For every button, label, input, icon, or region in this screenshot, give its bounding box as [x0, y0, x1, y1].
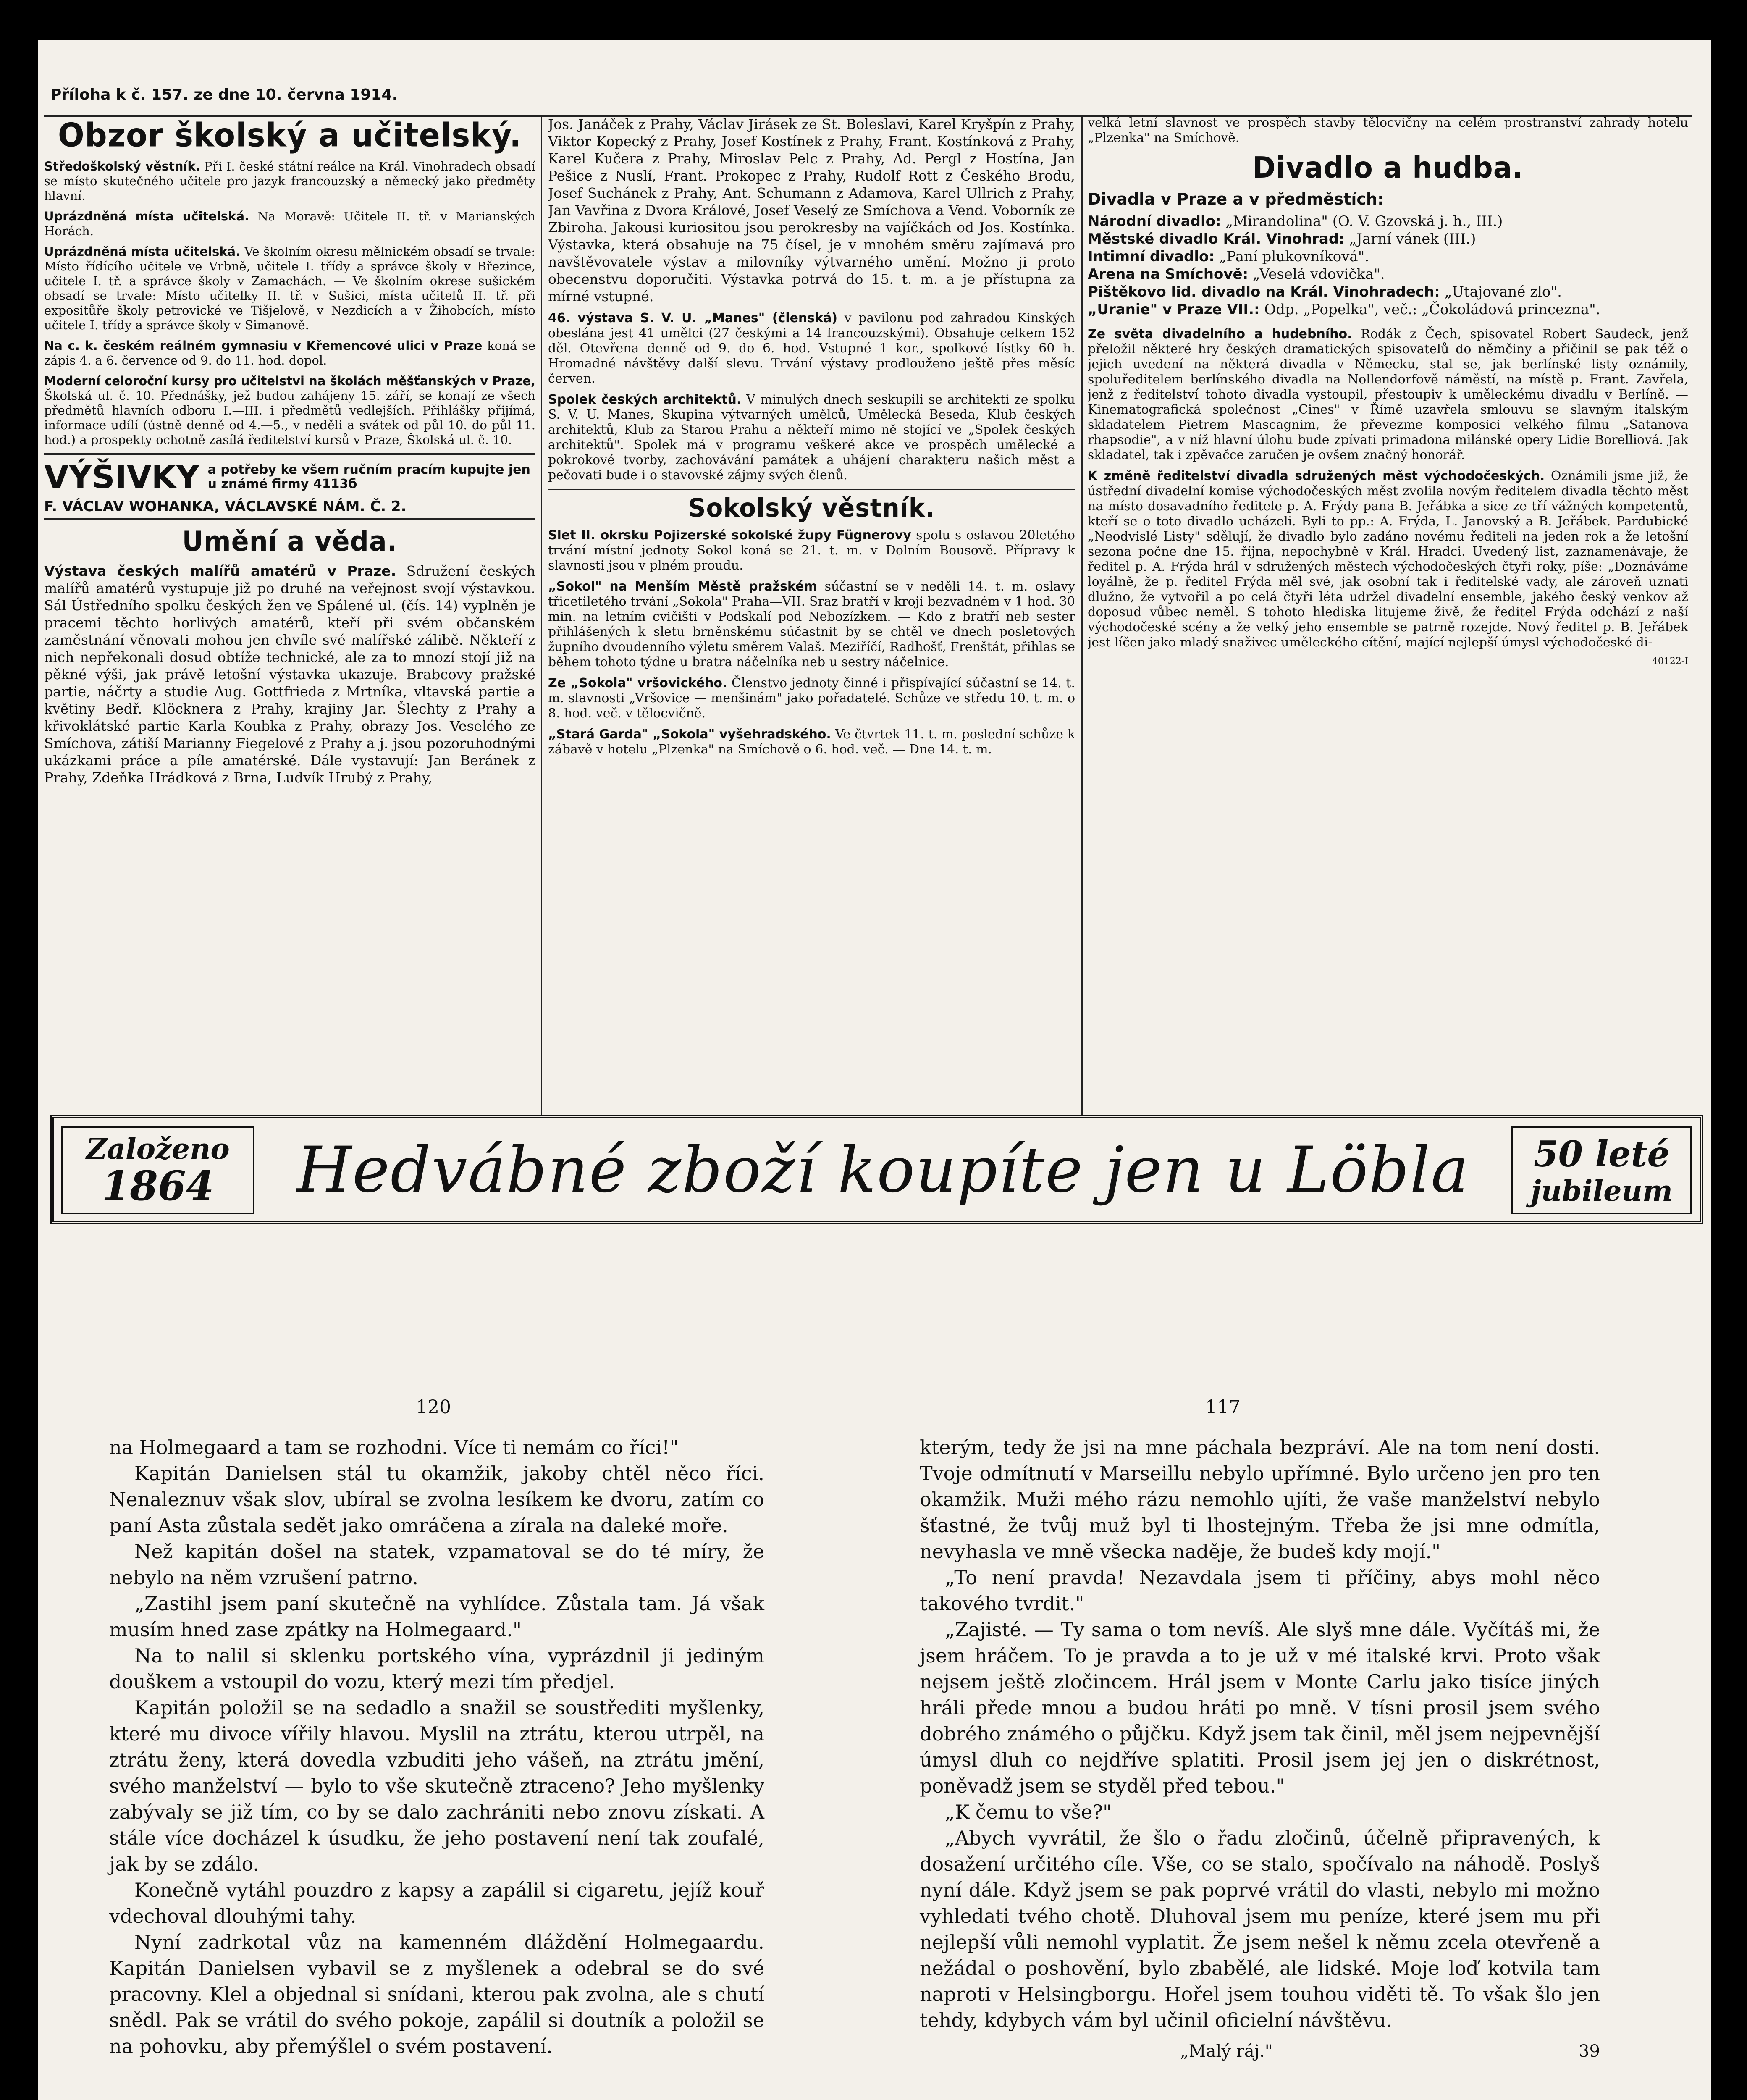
paragraph: Na to nalil si sklenku portského vína, vyprázdnil ji jediným douškem a vstoupil do vozu, který mezi tím předjel. — [109, 1644, 764, 1693]
section-title-art: Umění a věda. — [182, 525, 398, 557]
paragraph: Konečně vytáhl pouzdro z kapsy a zapálil si cigaretu, jejíž kouř vdechoval dlouhými tahy. — [109, 1879, 764, 1927]
theatre-listing: „Uranie" v Praze VII.: Odp. „Popelka", več.: „Čokoládová princezna". — [1088, 301, 1600, 318]
banner-slogan: Hedvábné zboží koupíte jen u Löbla — [296, 1133, 1469, 1207]
page-number: 120 — [416, 1396, 451, 1418]
article: Středoškolský věstník. Při I. české státní reálce na Král. Vinohradech obsadí se místo skutečného učitele pro jazyk francouzský a německý jako předměty hlavní. — [44, 159, 535, 203]
paragraph: Než kapitán došel na statek, vzpamatoval se do té míry, že nebylo na něm vzrušení patrno. — [109, 1540, 764, 1589]
advert-vysivky — [44, 453, 535, 520]
theatre-listing: Intimní divadlo: „Paní plukovníková". — [1088, 248, 1369, 265]
column-rule — [1081, 116, 1083, 1144]
theatre-listing: Pištěkovo lid. divadlo na Král. Vinohradech: „Utajované zlo". — [1088, 284, 1562, 300]
article: „Stará Garda" „Sokola" vyšehradského. Ve čtvrtek 11. t. m. poslední schůze k zábavě v hotelu „Plzenka" na Smíchově o 6. hod. več. — Dne 14. t. m. — [548, 727, 1075, 757]
newspaper-top — [38, 40, 1711, 1210]
article: Slet II. okrsku Pojizerské sokolské župy Fügnerovy spolu s oslavou 20letého trvání místní jednoty Sokol koná se 21. t. m. v Dolním Bousově. Přípravy k slavnosti jsou v plném proudu. — [548, 528, 1075, 573]
running-title: „Malý ráj." — [1180, 2042, 1273, 2061]
article: Spolek českých architektů. V minulých dnech seskupili se architekti ze spolku S. V. U. Manes, Skupina výtvarných umělců, Umělecká Beseda, Klub českých architektů, Klub za Starou Prahu a někteří mimo ně stojící ve „Spolek českých architektů". Spolek má v programu veškeré akce ve prospěch umělecké a pokrokové tvorby, zachovávání památek a uhájení charakteru našich měst a pečovati bude i o stavovské zájmy svých členů. — [548, 392, 1075, 483]
print-code: 40122-I — [1652, 656, 1688, 667]
column-1 — [44, 116, 535, 1140]
article: velká letní slavnost ve prospěch stavby tělocvičny na celém prostranství zahrady hotelu „Plzenka" na Smíchově. — [1088, 116, 1688, 145]
paragraph: „Zastihl jsem paní skutečně na vyhlídce. Zůstala tam. Já však musím hned zase zpátky na Holmegaard." — [109, 1592, 764, 1641]
advert-address: F. VÁCLAV WOHANKA, VÁCLAVSKÉ NÁM. Č. 2. — [44, 498, 407, 515]
section-title-sokol: Sokolský věstník. — [688, 493, 935, 523]
article: Na c. k. českém reálném gymnasiu v Křemencové ulici v Praze koná se zápis 4. a 6. července od 9. do 11. hod. dopol. — [44, 339, 535, 368]
paragraph: kterým, tedy že jsi na mne páchala bezpráví. Ale na tom není dosti. Tvoje odmítnutí v Marseillu nebylo upřímné. Bylo určeno jen pro ten okamžik. Muži mého rázu nemohlo ujíti, že vaše manželství nebylo šťastné, že tvůj muž byl ti lhostejným. Třeba že jsi mne odmítla, nevyhasla ve mně všecka naděje, že budeš kdy mojí." — [920, 1436, 1600, 1563]
article: Jos. Janáček z Prahy, Václav Jirásek ze St. Boleslavi, Karel Kryšpín z Prahy, Viktor Kopecký z Prahy, Josef Kostínek z Prahy, Frant. Kostínková z Prahy, Karel Kučera z Prahy, Miroslav Pelc z Prahy, Ad. Pergl z Hostína, Jan Pešice z Nuslí, Frant. Prokopec z Prahy, Rudolf Rott z Českého Brodu, Josef Suchánek z Prahy, Ant. Schumann z Adamova, Karel Ullrich z Prahy, Jan Vavřina z Dvora Králové, Josef Veselý ze Smíchova a Vend. Voborník ze Zbiroha. Jakousi kuriositou jsou perokresby na vajíčkách od Jos. Kostínka. Výstavka, která obsahuje na 75 čísel, je v mnohém směru zajímavá pro navštěvovatele výstav a milovníky výtvarného umění. Možno ji proto obecenstvu doporučiti. Výstavka potrvá do 15. t. m. a je přístupna za mírné vstupné. — [548, 116, 1075, 304]
page-footer — [920, 2042, 1600, 2071]
column-2 — [548, 116, 1075, 1140]
article: Výstava českých malířů amatérů v Praze. Sdružení českých malířů amatérů vystupuje již po druhé na veřejnost svojí výstavkou. Sál Ústředního spolku českých žen ve Spálené ul. (čís. 14) vyplněn je pracemi těchto horlivých amatérů, kteří při svém občanském zaměstnání věnovati mohou jen chvíle své malířské zálibě. Někteří z nich nepřekonali dosud obtíže technické, ale za to mnozí stojí již na pěkné výši, jak právě letošní výstavka ukazuje. Brabcovy pražské partie, náčrty a studie Aug. Gottfrieda z Mrtníka, vltavská partie a květiny Bedř. Klöcknera z Prahy, krajiny Jar. Šlechty z Prahy a křivoklátské partie Karla Koubka z Prahy, obrazy Jos. Veselého ze Smíchova, zátiší Marianny Fiegelové z Prahy a j. jsou pozoruhodnými ukázkami práce a píle amatérské. Dále vystavují: Jan Beránek z Prahy, Zdeňka Hrádková z Brna, Ludvík Hrubý z Prahy, — [44, 563, 535, 786]
paragraph: Nyní zadrkotal vůz na kamenném dláždění Holmegaardu. Kapitán Danielsen vybavil se z myšlenek a odebral se do své pracovny. Klel a objednal si snídani, kterou pak zvolna, ale s chutí snědl. Pak se vrátil do svého pokoje, zapálil si doutník a položil se na pohovku, aby přemýšlel o svém postavení. — [109, 1931, 764, 2058]
founded-box — [61, 1126, 254, 1214]
article: K změně ředitelství divadla sdružených měst východočeských. Oznámili jsme již, že ústřední divadelní komise východočeských měst zvolila novým ředitelem divadla těchto měst na místo dosavadního ředitele p. A. Frýdy pana B. Jeřábka a sice ze tří vážných kompetentů, kteří se o toto divadlo ucházeli. Byli to pp.: A. Frýda, L. Janovský a B. Jeřábek. Pardubické „Neodvislé Listy" sdělují, že divadlo bylo zadáno novému řediteli na jeden rok a že letošní sezona počne dne 15. října, nepochybně v Král. Hradci. Uvedený list, zaznamenávaje, že ředitel p. A. Frýda hrál v sdružených městech východočeských čtyři roky, píše: „Doznáváme loyálně, že p. ředitel Frýda měl své, jak osobní tak i ředitelské vady, ale zároveň uznati dlužno, že vytvořil a po celá čtyři léta udržel divadelní ensemble, jakého český venkov až doposud vůbec neměl. S tohoto hlediska litujeme živě, že ředitel Frýda odchází z naší východočeské scény a že velký jeho ensemble se patrně rozejde. Nový ředitel p. B. Jeřábek jest líčen jako mladý snaživec uměleckého cítění, mající nejlepší úmysl východočeské di- — [1088, 469, 1688, 650]
jubilee-years: 50 leté — [1534, 1133, 1670, 1175]
founded-label: Založeno — [86, 1132, 230, 1166]
theatre-listing: Arena na Smíchově: „Veselá vdovička". — [1088, 266, 1385, 283]
issue-header: Příloha k č. 157. ze dne 10. června 1914. — [50, 86, 398, 103]
section-title-school: Obzor školský a učitelský. — [58, 116, 522, 155]
article: Ze světa divadelního a hudebního. Rodák z Čech, spisovatel Robert Saudeck, jenž přeložil některé hry českých dramatických spisovatelů do němčiny a přičinil se pak též o jejich uvedení na některá divadla v Německu, stal se, jak berlínské listy oznámily, spoluředitelem berlínského divadla na Nollendorfově náměstí, na místě p. Frant. Zavřela, jenž z ředitelství tohoto divadla vystoupil, přestoupiv k uměleckému divadlu v Berlíně. — Kinematografická společnost „Cines" v Římě uzavřela smlouvu se slavným italským skladatelem Pietrem Mascagnim, že převezme komposici velkého filmu „Satanova rhapsodie", a v níž hlavní úlohu bude zpívati primadona milánské opery Lidie Borelliová. Jak skladatel, tak i zpěvačce zaručen je ovšem značný honorář. — [1088, 327, 1688, 462]
theatre-subtitle: Divadla v Praze a v předměstích: — [1088, 190, 1384, 208]
theatre-listing: Národní divadlo: „Mirandolina" (O. V. Gzovská j. h., III.) — [1088, 213, 1503, 230]
article: „Sokol" na Menším Městě pražském súčastní se v neděli 14. t. m. oslavy třicetiletého trvání „Sokola" Praha—VII. Sraz bratří v kroji bezvadném v 1 hod. 30 min. na letním cvičišti v Podskalí pod Nebozízkem. — Kdo z bratří neb sester přihlášených k sletu brněnskému súčastnit by se chtěl ve dnech posletových župního dvoudenního výletu směrem Valaš. Meziříčí, Radhošť, Frenštát, přihlas se během tohoto týdne u bratra náčelníka neb u sestry náčelnice. — [548, 579, 1075, 669]
advert-text: a potřeby ke všem ručním pracím kupujte jen u známé firmy 4113б — [207, 462, 530, 491]
column-3 — [1088, 116, 1688, 1140]
article: Ze „Sokola" vršovického. Členstvo jednoty činné i přispívající súčastní se 14. t. m. slavnosti „Vršovice — menšinám" jako pořadatelé. Schůze ve středu 10. t. m. o 8. hod. več. v tělocvičně. — [548, 676, 1075, 721]
paragraph: „To není pravda! Nezavdala jsem ti příčiny, abys mohl něco takového tvrdit." — [920, 1566, 1600, 1615]
paragraph: Kapitán položil se na sedadlo a snažil se soustřediti myšlenky, které mu divoce vířily hlavou. Myslil na ztrátu, kterou utrpěl, na ztrátu ženy, která dovedla vzbuditi jeho vášeň, na ztrátu jmění, svého manželství — bylo to vše skutečně ztraceno? Jeho myšlenky zabývaly se již tím, co by se dalo zachrániti nebo znovu získati. A stále více docházel k úsudku, že jeho postavení není tak zoufalé, jak by se zdálo. — [109, 1696, 764, 1875]
book-page-left — [109, 1396, 764, 2100]
article: Uprázdněná místa učitelská. Na Moravě: Učitele II. tř. v Marianských Horách. — [44, 209, 535, 238]
lobl-banner — [50, 1115, 1703, 1224]
signature-number: 39 — [1579, 2042, 1600, 2061]
paragraph: „Zajisté. — Ty sama o tom nevíš. Ale slyš mne dále. Vyčítáš mi, že jsem hráčem. To je pravda a to je už v mé italské krvi. Proto však nejsem ještě zločincem. Hrál jsem v Monte Carlu jako tisíce jiných hráli přede mnou a budou hráti po mně. V tísni prosil jsem svého dobrého známého o půjčku. Když jsem tak činil, měl jsem nejpevnější úmysl dluh co nejdříve splatiti. Prosil jsem jej jen o diskrétnost, poněvadž jsem se styděl před tebou." — [920, 1618, 1600, 1797]
article: Uprázdněná místa učitelská. Ve školním okresu mělnickém obsadí se trvale: Místo řídícího učitele ve Vrbně, učitele I. třídy a správce školy v Březince, učitele I. tř. a správce školy v Zamachách. — Ve školním okrese sušickém obsadí se trvale: Místo učitelky II. tř. v Sušici, místa učitelů II. tř. při expositůře školy petrovické ve Tišjelově, v Nezdicích a v Žihobcích, místo učitele I. třídy a správce školy v Simanově. — [44, 244, 535, 332]
paragraph: Kapitán Danielsen stál tu okamžik, jakoby chtěl něco říci. Nenaleznuv však slov, ubíral se zvolna lesíkem ke dvoru, zatím co paní Asta zůstala sedět jako omráčena a zírala na daleké moře. — [109, 1462, 764, 1537]
paragraph: „Abych vyvrátil, že šlo o řadu zločinů, účelně připravených, k dosažení určitého cíle. Vše, co se stalo, spočívalo na náhodě. Poslyš nyní dále. Když jsem se pak poprvé vrátil do vlasti, nebylo mi možno vyhledati tvého chotě. Dluhoval jsem mu peníze, které jsem mu při nejlepší vůli nemohl vyplatit. Že jsem nešel k němu zcela otevřeně a nežádal o poshovění, bylo zbabělé, ale lidské. Moje loď kotvila tam naproti v Helsingborgu. Hořel jsem touhou viděti tě. To však šlo jen tehdy, kdybych vám byl učinil oficielní návštěvu. — [920, 1827, 1600, 2032]
newspaper-sheet — [38, 40, 1711, 2100]
founded-year: 1864 — [102, 1162, 214, 1210]
article: 46. výstava S. V. U. „Manes" (členská) v pavilonu pod zahradou Kinských obeslána jest 41 umělci (27 českými a 14 francouzskými). Obsahuje celkem 152 děl. Otevřena denně od 9. do 6. hod. Vstupné 1 kor., spolkové lístky 60 h. Hromadné návštěvy další slevu. Trvání výstavy prodlouženo ještě přes měsíc červen. — [548, 311, 1075, 386]
book-page-right — [920, 1396, 1600, 2100]
article: Moderní celoroční kursy pro učitelstvi na školách měšťanských v Praze, Školská ul. č. 10. Přednášky, jež budou zahájeny 15. září, se konají ze všech předmětů hlavních odboru I.—III. i předmětů vedlejších. Přihlášky přijímá, informace udílí (ústně denně od 4.—5., v neděli a svátek od půl 10. do půl 11. hod.) a prospekty ochotně zasílá ředitelství kursů v Praze, Školská ul. č. 10. — [44, 374, 535, 447]
column-rule — [541, 116, 542, 1144]
advert-title: VÝŠIVKY — [44, 458, 199, 496]
jubilee-label: jubileum — [1531, 1174, 1673, 1208]
paragraph: „K čemu to vše?" — [945, 1801, 1112, 1823]
jubilee-box — [1511, 1126, 1692, 1214]
page-number: 117 — [1205, 1396, 1241, 1418]
paragraph: na Holmegaard a tam se rozhodni. Více ti nemám co říci!" — [109, 1436, 679, 1459]
theatre-listing: Městské divadlo Král. Vinohrad: „Jarní vánek (III.) — [1088, 231, 1476, 247]
section-title-theatre: Divadlo a hudba. — [1252, 151, 1524, 185]
section-rule — [548, 489, 1075, 490]
